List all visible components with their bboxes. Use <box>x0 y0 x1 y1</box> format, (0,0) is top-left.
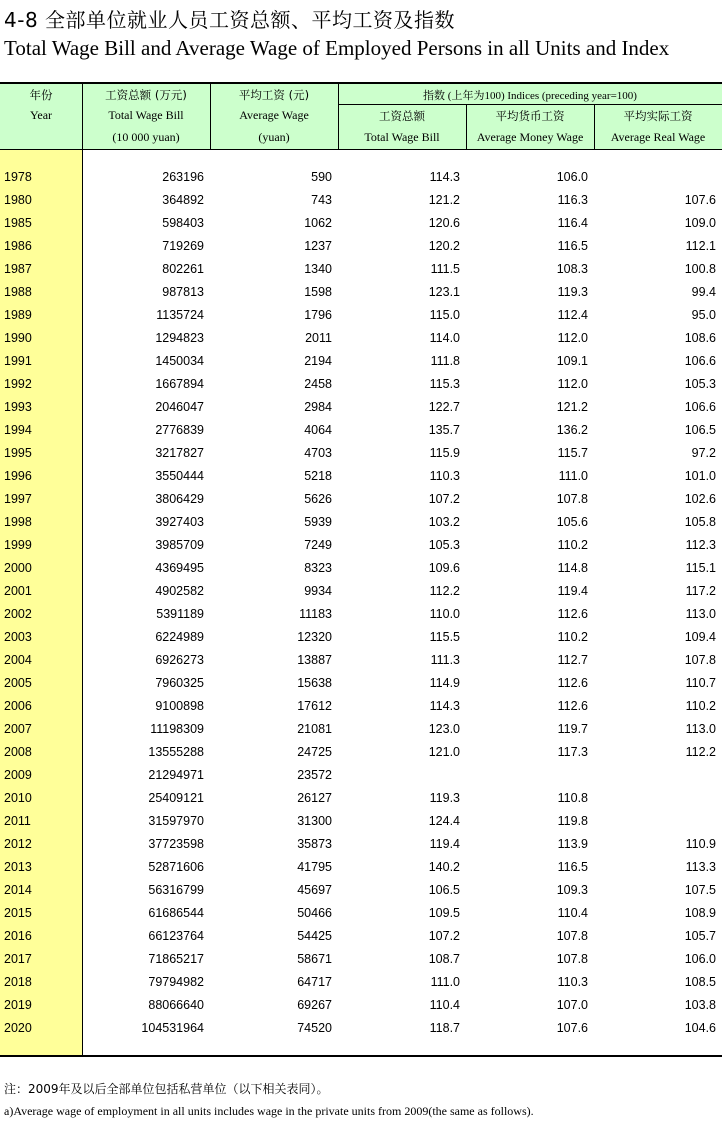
index-real-wage-cell: 109.0 <box>684 216 716 230</box>
index-wage-bill-cell: 114.9 <box>429 676 460 690</box>
index-money-wage-cell: 116.4 <box>557 216 588 230</box>
index-real-wage-cell: 97.2 <box>691 446 716 460</box>
wage-bill-cell: 104531964 <box>141 1021 204 1035</box>
index-money-wage-cell: 110.2 <box>557 630 588 644</box>
index-real-wage-cell: 112.1 <box>685 239 716 253</box>
header-year-en: Year <box>29 108 53 122</box>
index-real-wage-cell: 99.4 <box>691 285 716 299</box>
year-cell: 2004 <box>4 653 32 667</box>
index-money-wage-cell: 112.0 <box>557 377 588 391</box>
table-row <box>0 419 722 442</box>
index-real-wage-cell: 109.4 <box>684 630 716 644</box>
index-money-wage-cell: 109.1 <box>556 354 588 368</box>
index-money-wage-cell: 111.0 <box>558 469 588 483</box>
average-wage-cell: 12320 <box>297 630 332 644</box>
index-real-wage-cell: 115.1 <box>685 561 716 575</box>
average-wage-cell: 69267 <box>297 998 332 1012</box>
index-real-wage-cell: 101.0 <box>684 469 716 483</box>
wage-bill-cell: 13555288 <box>148 745 204 759</box>
table-row <box>0 925 722 948</box>
index-wage-bill-cell: 114.0 <box>429 331 460 345</box>
index-money-wage-cell: 106.0 <box>556 170 588 184</box>
table-row <box>0 166 722 189</box>
index-wage-bill-cell: 103.2 <box>428 515 460 529</box>
table-row <box>0 350 722 373</box>
wage-bill-cell: 1294823 <box>155 331 204 345</box>
year-cell: 1994 <box>4 423 32 437</box>
index-wage-bill-cell: 114.3 <box>429 170 460 184</box>
index-money-wage-cell: 119.7 <box>557 722 588 736</box>
wage-bill-cell: 2776839 <box>155 423 204 437</box>
index-real-wage-cell: 107.5 <box>684 883 716 897</box>
index-money-wage-cell: 116.5 <box>557 860 588 874</box>
table-row <box>0 258 722 281</box>
header-idx-real-en: Average Real Wage <box>610 130 706 144</box>
header-idx-real-cn: 平均实际工资 <box>623 109 693 123</box>
average-wage-cell: 1340 <box>304 262 332 276</box>
average-wage-cell: 21081 <box>297 722 332 736</box>
header-year-cn: 年份 <box>29 88 53 102</box>
average-wage-cell: 743 <box>311 193 332 207</box>
table-title-en: Total Wage Bill and Average Wage of Employed Persons in all Units and Index <box>4 36 670 60</box>
table-row <box>0 603 722 626</box>
average-wage-cell: 4064 <box>304 423 332 437</box>
index-wage-bill-cell: 110.4 <box>429 998 460 1012</box>
table-row <box>0 971 722 994</box>
average-wage-cell: 1598 <box>304 285 332 299</box>
index-real-wage-cell: 102.6 <box>684 492 716 506</box>
wage-bill-cell: 66123764 <box>148 929 204 943</box>
index-money-wage-cell: 107.0 <box>556 998 588 1012</box>
index-money-wage-cell: 119.3 <box>557 285 588 299</box>
header-avg-unit: (yuan) <box>258 130 290 144</box>
average-wage-cell: 5218 <box>304 469 332 483</box>
index-real-wage-cell: 95.0 <box>691 308 716 322</box>
average-wage-cell: 45697 <box>297 883 332 897</box>
table-row <box>0 327 722 350</box>
index-wage-bill-cell: 111.3 <box>430 653 460 667</box>
year-cell: 1998 <box>4 515 32 529</box>
average-wage-cell: 11183 <box>299 607 332 621</box>
table-row <box>0 442 722 465</box>
year-cell: 2015 <box>4 906 32 920</box>
index-wage-bill-cell: 123.0 <box>428 722 460 736</box>
index-wage-bill-cell: 115.9 <box>429 446 460 460</box>
index-real-wage-cell: 106.6 <box>684 400 716 414</box>
table-row <box>0 718 722 741</box>
year-cell: 1992 <box>4 377 32 391</box>
wage-bill-cell: 61686544 <box>148 906 204 920</box>
table-row <box>0 833 722 856</box>
table-row <box>0 879 722 902</box>
wage-bill-cell: 5391189 <box>156 607 204 621</box>
index-money-wage-cell: 121.2 <box>556 400 588 414</box>
wage-bill-cell: 31597970 <box>148 814 204 828</box>
average-wage-cell: 5939 <box>304 515 332 529</box>
index-real-wage-cell: 106.6 <box>684 354 716 368</box>
wage-bill-cell: 3217827 <box>155 446 204 460</box>
header-idx-money-en: Average Money Wage <box>476 130 584 144</box>
index-real-wage-cell: 108.6 <box>684 331 716 345</box>
year-cell: 2002 <box>4 607 32 621</box>
index-real-wage-cell: 105.3 <box>684 377 716 391</box>
header-index-group: 指数 (上年为100) Indices (preceding year=100) <box>423 90 637 102</box>
header-avg-cn: 平均工资 (元) <box>238 88 310 102</box>
index-wage-bill-cell: 121.2 <box>428 193 460 207</box>
index-wage-bill-cell: 115.5 <box>429 630 460 644</box>
index-real-wage-cell: 110.2 <box>685 699 716 713</box>
index-wage-bill-cell: 115.3 <box>429 377 460 391</box>
year-cell: 1997 <box>4 492 32 506</box>
index-real-wage-cell: 112.2 <box>685 745 716 759</box>
wage-bill-cell: 263196 <box>162 170 204 184</box>
index-wage-bill-cell: 107.2 <box>428 929 460 943</box>
average-wage-cell: 54425 <box>297 929 332 943</box>
index-money-wage-cell: 110.3 <box>557 975 588 989</box>
index-wage-bill-cell: 109.6 <box>428 561 460 575</box>
table-row <box>0 212 722 235</box>
index-wage-bill-cell: 109.5 <box>428 906 460 920</box>
wage-bill-cell: 1667894 <box>155 377 204 391</box>
header-idx-money-cn: 平均货币工资 <box>495 109 565 123</box>
index-money-wage-cell: 112.4 <box>557 308 588 322</box>
index-wage-bill-cell: 114.3 <box>429 699 460 713</box>
average-wage-cell: 1237 <box>304 239 332 253</box>
table-row <box>0 626 722 649</box>
average-wage-cell: 74520 <box>297 1021 332 1035</box>
average-wage-cell: 2194 <box>304 354 332 368</box>
index-real-wage-cell: 113.0 <box>685 607 716 621</box>
divider-index-group <box>338 104 722 105</box>
index-money-wage-cell: 107.8 <box>556 492 588 506</box>
index-money-wage-cell: 136.2 <box>556 423 588 437</box>
index-wage-bill-cell: 111.0 <box>430 975 460 989</box>
year-cell: 1986 <box>4 239 32 253</box>
year-cell: 2017 <box>4 952 32 966</box>
average-wage-cell: 35873 <box>297 837 332 851</box>
average-wage-cell: 5626 <box>304 492 332 506</box>
index-real-wage-cell: 105.8 <box>684 515 716 529</box>
index-money-wage-cell: 107.6 <box>556 1021 588 1035</box>
wage-bill-cell: 598403 <box>162 216 204 230</box>
average-wage-cell: 8323 <box>304 561 332 575</box>
index-money-wage-cell: 112.6 <box>557 699 588 713</box>
index-real-wage-cell: 107.6 <box>684 193 716 207</box>
wage-bill-cell: 25409121 <box>148 791 204 805</box>
header-bill-cn: 工资总额 (万元) <box>105 88 187 102</box>
index-real-wage-cell: 112.3 <box>685 538 716 552</box>
index-real-wage-cell: 107.8 <box>684 653 716 667</box>
table-row <box>0 189 722 212</box>
index-money-wage-cell: 116.3 <box>557 193 588 207</box>
year-cell: 2000 <box>4 561 32 575</box>
table-row <box>0 649 722 672</box>
table-row <box>0 764 722 787</box>
average-wage-cell: 17612 <box>297 699 332 713</box>
index-wage-bill-cell: 110.3 <box>429 469 460 483</box>
wage-bill-cell: 2046047 <box>155 400 204 414</box>
average-wage-cell: 9934 <box>304 584 332 598</box>
index-money-wage-cell: 115.7 <box>557 446 588 460</box>
average-wage-cell: 15638 <box>297 676 332 690</box>
index-money-wage-cell: 112.6 <box>557 607 588 621</box>
index-wage-bill-cell: 120.2 <box>428 239 460 253</box>
year-cell: 1985 <box>4 216 32 230</box>
average-wage-cell: 31300 <box>297 814 332 828</box>
index-wage-bill-cell: 140.2 <box>428 860 460 874</box>
index-wage-bill-cell: 119.3 <box>429 791 460 805</box>
year-cell: 2019 <box>4 998 32 1012</box>
table-row <box>0 281 722 304</box>
index-wage-bill-cell: 112.2 <box>429 584 460 598</box>
index-money-wage-cell: 110.2 <box>557 538 588 552</box>
average-wage-cell: 23572 <box>297 768 332 782</box>
index-real-wage-cell: 117.2 <box>685 584 716 598</box>
table-row <box>0 557 722 580</box>
header-bill-unit: (10 000 yuan) <box>112 130 180 144</box>
year-cell: 1999 <box>4 538 32 552</box>
index-real-wage-cell: 106.0 <box>684 952 716 966</box>
year-cell: 1993 <box>4 400 32 414</box>
year-cell: 2010 <box>4 791 32 805</box>
average-wage-cell: 590 <box>311 170 332 184</box>
wage-bill-cell: 987813 <box>162 285 204 299</box>
year-cell: 2014 <box>4 883 32 897</box>
year-cell: 2018 <box>4 975 32 989</box>
index-money-wage-cell: 105.6 <box>556 515 588 529</box>
year-cell: 1991 <box>4 354 32 368</box>
year-cell: 1988 <box>4 285 32 299</box>
index-money-wage-cell: 117.3 <box>557 745 588 759</box>
year-cell: 2005 <box>4 676 32 690</box>
wage-bill-cell: 6926273 <box>155 653 204 667</box>
year-cell: 1995 <box>4 446 32 460</box>
average-wage-cell: 2011 <box>305 331 332 345</box>
year-cell: 2001 <box>4 584 32 598</box>
average-wage-cell: 50466 <box>297 906 332 920</box>
index-real-wage-cell: 104.6 <box>684 1021 716 1035</box>
table-row <box>0 534 722 557</box>
index-wage-bill-cell: 122.7 <box>428 400 460 414</box>
index-real-wage-cell: 108.5 <box>684 975 716 989</box>
year-cell: 1996 <box>4 469 32 483</box>
year-cell: 2011 <box>4 814 31 828</box>
index-wage-bill-cell: 135.7 <box>428 423 460 437</box>
year-cell: 2007 <box>4 722 32 736</box>
year-cell: 2003 <box>4 630 32 644</box>
wage-bill-cell: 88066640 <box>148 998 204 1012</box>
index-real-wage-cell: 108.9 <box>684 906 716 920</box>
table-row <box>0 465 722 488</box>
table-row <box>0 672 722 695</box>
table-row <box>0 902 722 925</box>
year-cell: 1980 <box>4 193 32 207</box>
wage-bill-cell: 3550444 <box>155 469 204 483</box>
index-real-wage-cell: 100.8 <box>684 262 716 276</box>
table-row <box>0 235 722 258</box>
header-bill-en: Total Wage Bill <box>108 108 184 122</box>
wage-bill-cell: 21294971 <box>148 768 204 782</box>
header-idx-bill-en: Total Wage Bill <box>364 130 440 144</box>
average-wage-cell: 26127 <box>297 791 332 805</box>
average-wage-cell: 13887 <box>297 653 332 667</box>
index-real-wage-cell: 113.3 <box>685 860 716 874</box>
year-cell: 2016 <box>4 929 32 943</box>
index-wage-bill-cell: 119.4 <box>429 837 460 851</box>
year-cell: 2020 <box>4 1021 32 1035</box>
wage-bill-cell: 56316799 <box>148 883 204 897</box>
wage-bill-cell: 3985709 <box>155 538 204 552</box>
index-wage-bill-cell: 110.0 <box>429 607 460 621</box>
table-title-cn: 4-8 全部单位就业人员工资总额、平均工资及指数 <box>4 8 456 32</box>
header-idx-bill-cn: 工资总额 <box>379 109 425 123</box>
year-cell: 1990 <box>4 331 32 345</box>
index-money-wage-cell: 119.8 <box>557 814 588 828</box>
table-row <box>0 1017 722 1040</box>
year-cell: 2009 <box>4 768 32 782</box>
index-wage-bill-cell: 111.5 <box>430 262 460 276</box>
year-cell: 1989 <box>4 308 32 322</box>
table-row <box>0 994 722 1017</box>
table-bottom-rule <box>0 1055 722 1057</box>
wage-bill-cell: 1450034 <box>155 354 204 368</box>
index-money-wage-cell: 108.3 <box>556 262 588 276</box>
wage-bill-cell: 6224989 <box>155 630 204 644</box>
table-row <box>0 396 722 419</box>
wage-bill-cell: 37723598 <box>148 837 204 851</box>
index-wage-bill-cell: 115.0 <box>429 308 460 322</box>
table-row <box>0 741 722 764</box>
index-money-wage-cell: 119.4 <box>557 584 588 598</box>
average-wage-cell: 58671 <box>297 952 332 966</box>
table-row <box>0 304 722 327</box>
index-money-wage-cell: 116.5 <box>557 239 588 253</box>
index-real-wage-cell: 110.7 <box>685 676 716 690</box>
index-wage-bill-cell: 121.0 <box>428 745 460 759</box>
index-money-wage-cell: 113.9 <box>557 837 588 851</box>
index-wage-bill-cell: 105.3 <box>428 538 460 552</box>
footnote-en: a)Average wage of employment in all units includes wage in the private units from 2009(the same as follows). <box>4 1104 534 1118</box>
index-wage-bill-cell: 108.7 <box>428 952 460 966</box>
index-money-wage-cell: 107.8 <box>556 929 588 943</box>
wage-bill-cell: 719269 <box>162 239 204 253</box>
year-cell: 2012 <box>4 837 32 851</box>
footnote-cn: 注：2009年及以后全部单位包括私营单位（以下相关表同）。 <box>4 1082 329 1096</box>
wage-bill-cell: 1135724 <box>156 308 204 322</box>
index-money-wage-cell: 112.6 <box>557 676 588 690</box>
table-row <box>0 695 722 718</box>
wage-bill-cell: 4369495 <box>155 561 204 575</box>
index-wage-bill-cell: 124.4 <box>428 814 460 828</box>
average-wage-cell: 1796 <box>304 308 332 322</box>
table-row <box>0 787 722 810</box>
table-row <box>0 810 722 833</box>
wage-bill-cell: 4902582 <box>155 584 204 598</box>
header-avg-en: Average Wage <box>239 108 309 122</box>
index-wage-bill-cell: 107.2 <box>428 492 460 506</box>
wage-bill-cell: 7960325 <box>155 676 204 690</box>
table-row <box>0 511 722 534</box>
index-real-wage-cell: 113.0 <box>685 722 716 736</box>
average-wage-cell: 41795 <box>297 860 332 874</box>
year-cell: 1978 <box>4 170 32 184</box>
table-row <box>0 488 722 511</box>
index-money-wage-cell: 109.3 <box>556 883 588 897</box>
wage-bill-cell: 9100898 <box>155 699 204 713</box>
average-wage-cell: 2984 <box>304 400 332 414</box>
average-wage-cell: 24725 <box>297 745 332 759</box>
wage-bill-cell: 52871606 <box>148 860 204 874</box>
index-money-wage-cell: 112.7 <box>557 653 588 667</box>
wage-bill-cell: 11198309 <box>150 722 204 736</box>
table-row <box>0 856 722 879</box>
wage-bill-cell: 71865217 <box>148 952 204 966</box>
wage-bill-cell: 79794982 <box>148 975 204 989</box>
table-row <box>0 373 722 396</box>
table-row <box>0 580 722 603</box>
table-row <box>0 948 722 971</box>
year-cell: 2006 <box>4 699 32 713</box>
index-money-wage-cell: 110.8 <box>557 791 588 805</box>
wage-bill-cell: 3806429 <box>155 492 204 506</box>
index-wage-bill-cell: 123.1 <box>428 285 460 299</box>
average-wage-cell: 4703 <box>304 446 332 460</box>
index-money-wage-cell: 107.8 <box>556 952 588 966</box>
index-money-wage-cell: 110.4 <box>557 906 588 920</box>
index-wage-bill-cell: 106.5 <box>428 883 460 897</box>
wage-bill-cell: 364892 <box>162 193 204 207</box>
index-real-wage-cell: 110.9 <box>685 837 716 851</box>
average-wage-cell: 2458 <box>304 377 332 391</box>
year-cell: 2013 <box>4 860 32 874</box>
year-cell: 2008 <box>4 745 32 759</box>
wage-bill-cell: 3927403 <box>155 515 204 529</box>
index-wage-bill-cell: 111.8 <box>430 354 460 368</box>
average-wage-cell: 1062 <box>304 216 332 230</box>
index-money-wage-cell: 112.0 <box>557 331 588 345</box>
index-real-wage-cell: 105.7 <box>684 929 716 943</box>
index-money-wage-cell: 114.8 <box>557 561 588 575</box>
average-wage-cell: 64717 <box>297 975 332 989</box>
average-wage-cell: 7249 <box>304 538 332 552</box>
index-real-wage-cell: 106.5 <box>684 423 716 437</box>
index-real-wage-cell: 103.8 <box>684 998 716 1012</box>
index-wage-bill-cell: 118.7 <box>429 1021 460 1035</box>
index-wage-bill-cell: 120.6 <box>428 216 460 230</box>
wage-bill-cell: 802261 <box>162 262 204 276</box>
year-cell: 1987 <box>4 262 32 276</box>
